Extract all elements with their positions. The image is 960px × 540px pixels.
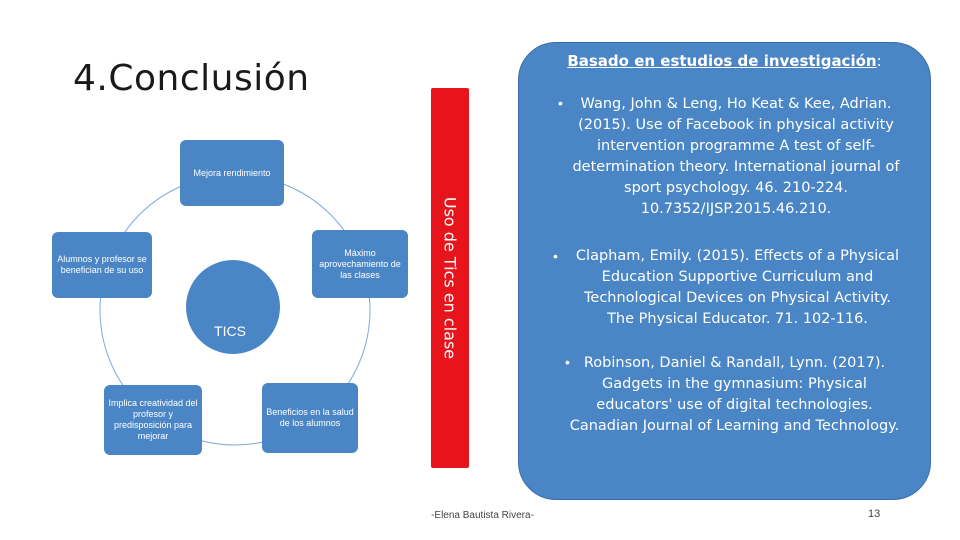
cycle-node-label: Beneficios en la salud de los alumnos bbox=[266, 407, 354, 428]
cycle-node-label: Alumnos y profesor se benefician de su uso bbox=[57, 254, 147, 275]
cycle-node-mejora-rendimiento bbox=[180, 140, 284, 206]
cycle-node-alumnos-profesor bbox=[52, 232, 152, 298]
bullet-icon: • bbox=[553, 248, 558, 264]
side-bar-label: Uso de Tics en clase bbox=[440, 196, 460, 360]
cycle-center-label: TICS bbox=[214, 323, 246, 339]
footer-author: -Elena Bautista Rivera- bbox=[431, 510, 534, 521]
references-heading-colon: : bbox=[876, 52, 882, 70]
bullet-icon: • bbox=[565, 354, 570, 370]
cycle-node-implica-creatividad bbox=[104, 385, 202, 455]
reference-item: Clapham, Emily. (2015). Effects of a Physical Education Supportive Curriculum and Technological Devices on Physical Activity. The Physical Educator. 71. 102-116. bbox=[575, 248, 900, 327]
cycle-node-maximo-aprovechamiento bbox=[312, 230, 408, 298]
bullet-icon: • bbox=[558, 95, 563, 111]
cycle-node-label: Implica creatividad del profesor y predisposición para mejorar bbox=[108, 398, 198, 441]
cycle-node-label: Máximo aprovechamiento de las clases bbox=[319, 247, 401, 280]
slide-title: 4.Conclusión bbox=[73, 58, 310, 99]
page-number: 13 bbox=[868, 508, 881, 520]
cycle-node-beneficios-salud bbox=[262, 383, 358, 453]
reference-item: Robinson, Daniel & Randall, Lynn. (2017). Gadgets in the gymnasium: Physical educators' use of digital technologies. Canadian Journal of Learning and Technology. bbox=[569, 355, 900, 434]
reference-item: Wang, John & Leng, Ho Keat & Kee, Adrian. (2015). Use of Facebook in physical activity intervention programme A test of self-determination theory. International journal of sport psychology. 46. 210-224. 10.7352/IJSP.2015.46.210. bbox=[572, 96, 900, 217]
cycle-node-label: Mejora rendimiento bbox=[193, 167, 271, 178]
cycle-center-tics bbox=[186, 260, 280, 354]
references-heading-text: Basado en estudios de investigación bbox=[567, 52, 877, 70]
references-heading bbox=[518, 52, 931, 70]
